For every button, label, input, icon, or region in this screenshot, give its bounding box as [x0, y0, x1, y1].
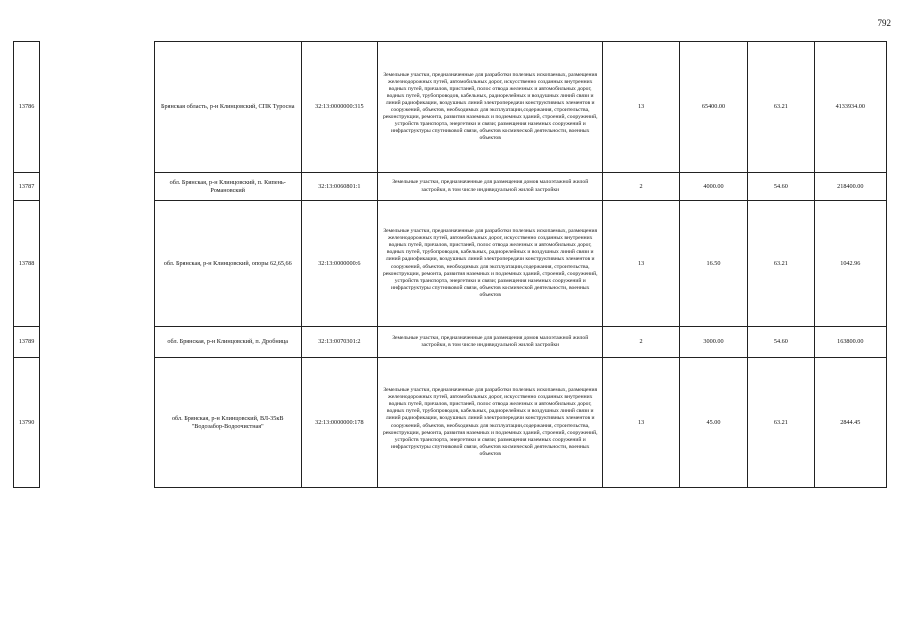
use-group-cell: 13 [603, 201, 679, 327]
area-cell: 65400.00 [679, 42, 747, 173]
empty-cell [40, 42, 155, 173]
area-cell: 16.50 [679, 201, 747, 327]
empty-cell [40, 201, 155, 327]
empty-cell [40, 327, 155, 358]
specific-value-cell: 54.60 [748, 173, 814, 201]
cadastral-number-cell: 32:13:0060801:1 [301, 173, 377, 201]
area-cell: 4000.00 [679, 173, 747, 201]
cadastral-value-cell: 2844.45 [814, 358, 886, 488]
land-use-cell: Земельные участки, предназначенные для разработки полезных ископаемых, размещения железнодорожных путей, автомобильных дорог, искусственно созданных внутренних водных путей, причалов, пристаней, полос отвода железных и автомобильных дорог, водных путей, трубопроводов, кабельных, радиорелейных и воздушных линий связи и линий радиофикации, воздушных линий электропередачи конструктивных элементов и сооружений, объектов, необходимых для эксплуатации,содержания, строительства, реконструкции, ремонта, развития наземных и подземных зданий, строений, сооружений, устройств транспорта, энергетики и связи; размещения наземных сооружений и инфраструктуры спутниковой связи, объектов космической деятельности, военных объектов [378, 42, 603, 173]
table-row [14, 358, 887, 488]
cadastral-value-cell: 4133934.00 [814, 42, 886, 173]
empty-cell [40, 173, 155, 201]
empty-cell [40, 358, 155, 488]
address-cell: обл. Брянская, р-н Клинцовский, ВЛ-35кВ "Водозабор-Водоочистная" [154, 358, 301, 488]
address-cell: обл. Брянская, р-н Клинцовский, опоры 62,65,66 [154, 201, 301, 327]
cadastral-value-table [13, 41, 887, 488]
row-number-cell: 13788 [14, 201, 40, 327]
row-number-cell: 13787 [14, 173, 40, 201]
cadastral-number-cell: 32:13:0000000:6 [301, 201, 377, 327]
table-body [14, 42, 887, 488]
table-row [14, 201, 887, 327]
use-group-cell: 2 [603, 173, 679, 201]
specific-value-cell: 63.21 [748, 201, 814, 327]
table-row [14, 42, 887, 173]
address-cell: Брянская область, р-н Клинцовский, СПК Туросна [154, 42, 301, 173]
page-number: 792 [877, 18, 891, 28]
cadastral-value-cell: 163800.00 [814, 327, 886, 358]
land-use-cell: Земельные участки, предназначенные для разработки полезных ископаемых, размещения железнодорожных путей, автомобильных дорог, искусственно созданных внутренних водных путей, причалов, пристаней, полос отвода железных и автомобильных дорог, водных путей, трубопроводов, кабельных, радиорелейных и воздушных линий связи и линий радиофикации, воздушных линий электропередачи конструктивных элементов и сооружений, объектов, необходимых для эксплуатации,содержания, строительства, реконструкции, ремонта, развития наземных и подземных зданий, строений, сооружений, устройств транспорта, энергетики и связи; размещения наземных сооружений и инфраструктуры спутниковой связи, объектов космической деятельности, военных объектов [378, 201, 603, 327]
address-cell: обл. Брянская, р-н Клинцовский, п. Дробница [154, 327, 301, 358]
specific-value-cell: 63.21 [748, 42, 814, 173]
cadastral-number-cell: 32:13:0000000:315 [301, 42, 377, 173]
use-group-cell: 13 [603, 358, 679, 488]
specific-value-cell: 54.60 [748, 327, 814, 358]
cadastral-value-cell: 218400.00 [814, 173, 886, 201]
cadastral-value-cell: 1042.96 [814, 201, 886, 327]
specific-value-cell: 63.21 [748, 358, 814, 488]
land-use-cell: Земельные участки, предназначенные для размещения домов малоэтажной жилой застройки, в том числе индивидуальной жилой застройки [378, 327, 603, 358]
row-number-cell: 13786 [14, 42, 40, 173]
address-cell: обл. Брянская, р-н Клинцовский, п. Кипень-Романовский [154, 173, 301, 201]
area-cell: 3000.00 [679, 327, 747, 358]
row-number-cell: 13789 [14, 327, 40, 358]
cadastral-number-cell: 32:13:0070301:2 [301, 327, 377, 358]
cadastral-number-cell: 32:13:0000000:178 [301, 358, 377, 488]
row-number-cell: 13790 [14, 358, 40, 488]
land-use-cell: Земельные участки, предназначенные для размещения домов малоэтажной жилой застройки, в том числе индивидуальной жилой застройки [378, 173, 603, 201]
table-row [14, 327, 887, 358]
land-use-cell: Земельные участки, предназначенные для разработки полезных ископаемых, размещения железнодорожных путей, автомобильных дорог, искусственно созданных внутренних водных путей, причалов, пристаней, полос отвода железных и автомобильных дорог, водных путей, трубопроводов, кабельных, радиорелейных и воздушных линий связи и линий радиофикации, воздушных линий электропередачи конструктивных элементов и сооружений, объектов, необходимых для эксплуатации,содержания, строительства, реконструкции, ремонта, развития наземных и подземных зданий, строений, сооружений, устройств транспорта, энергетики и связи; размещения наземных сооружений и инфраструктуры спутниковой связи, объектов космической деятельности, военных объектов [378, 358, 603, 488]
area-cell: 45.00 [679, 358, 747, 488]
table-row [14, 173, 887, 201]
use-group-cell: 13 [603, 42, 679, 173]
use-group-cell: 2 [603, 327, 679, 358]
